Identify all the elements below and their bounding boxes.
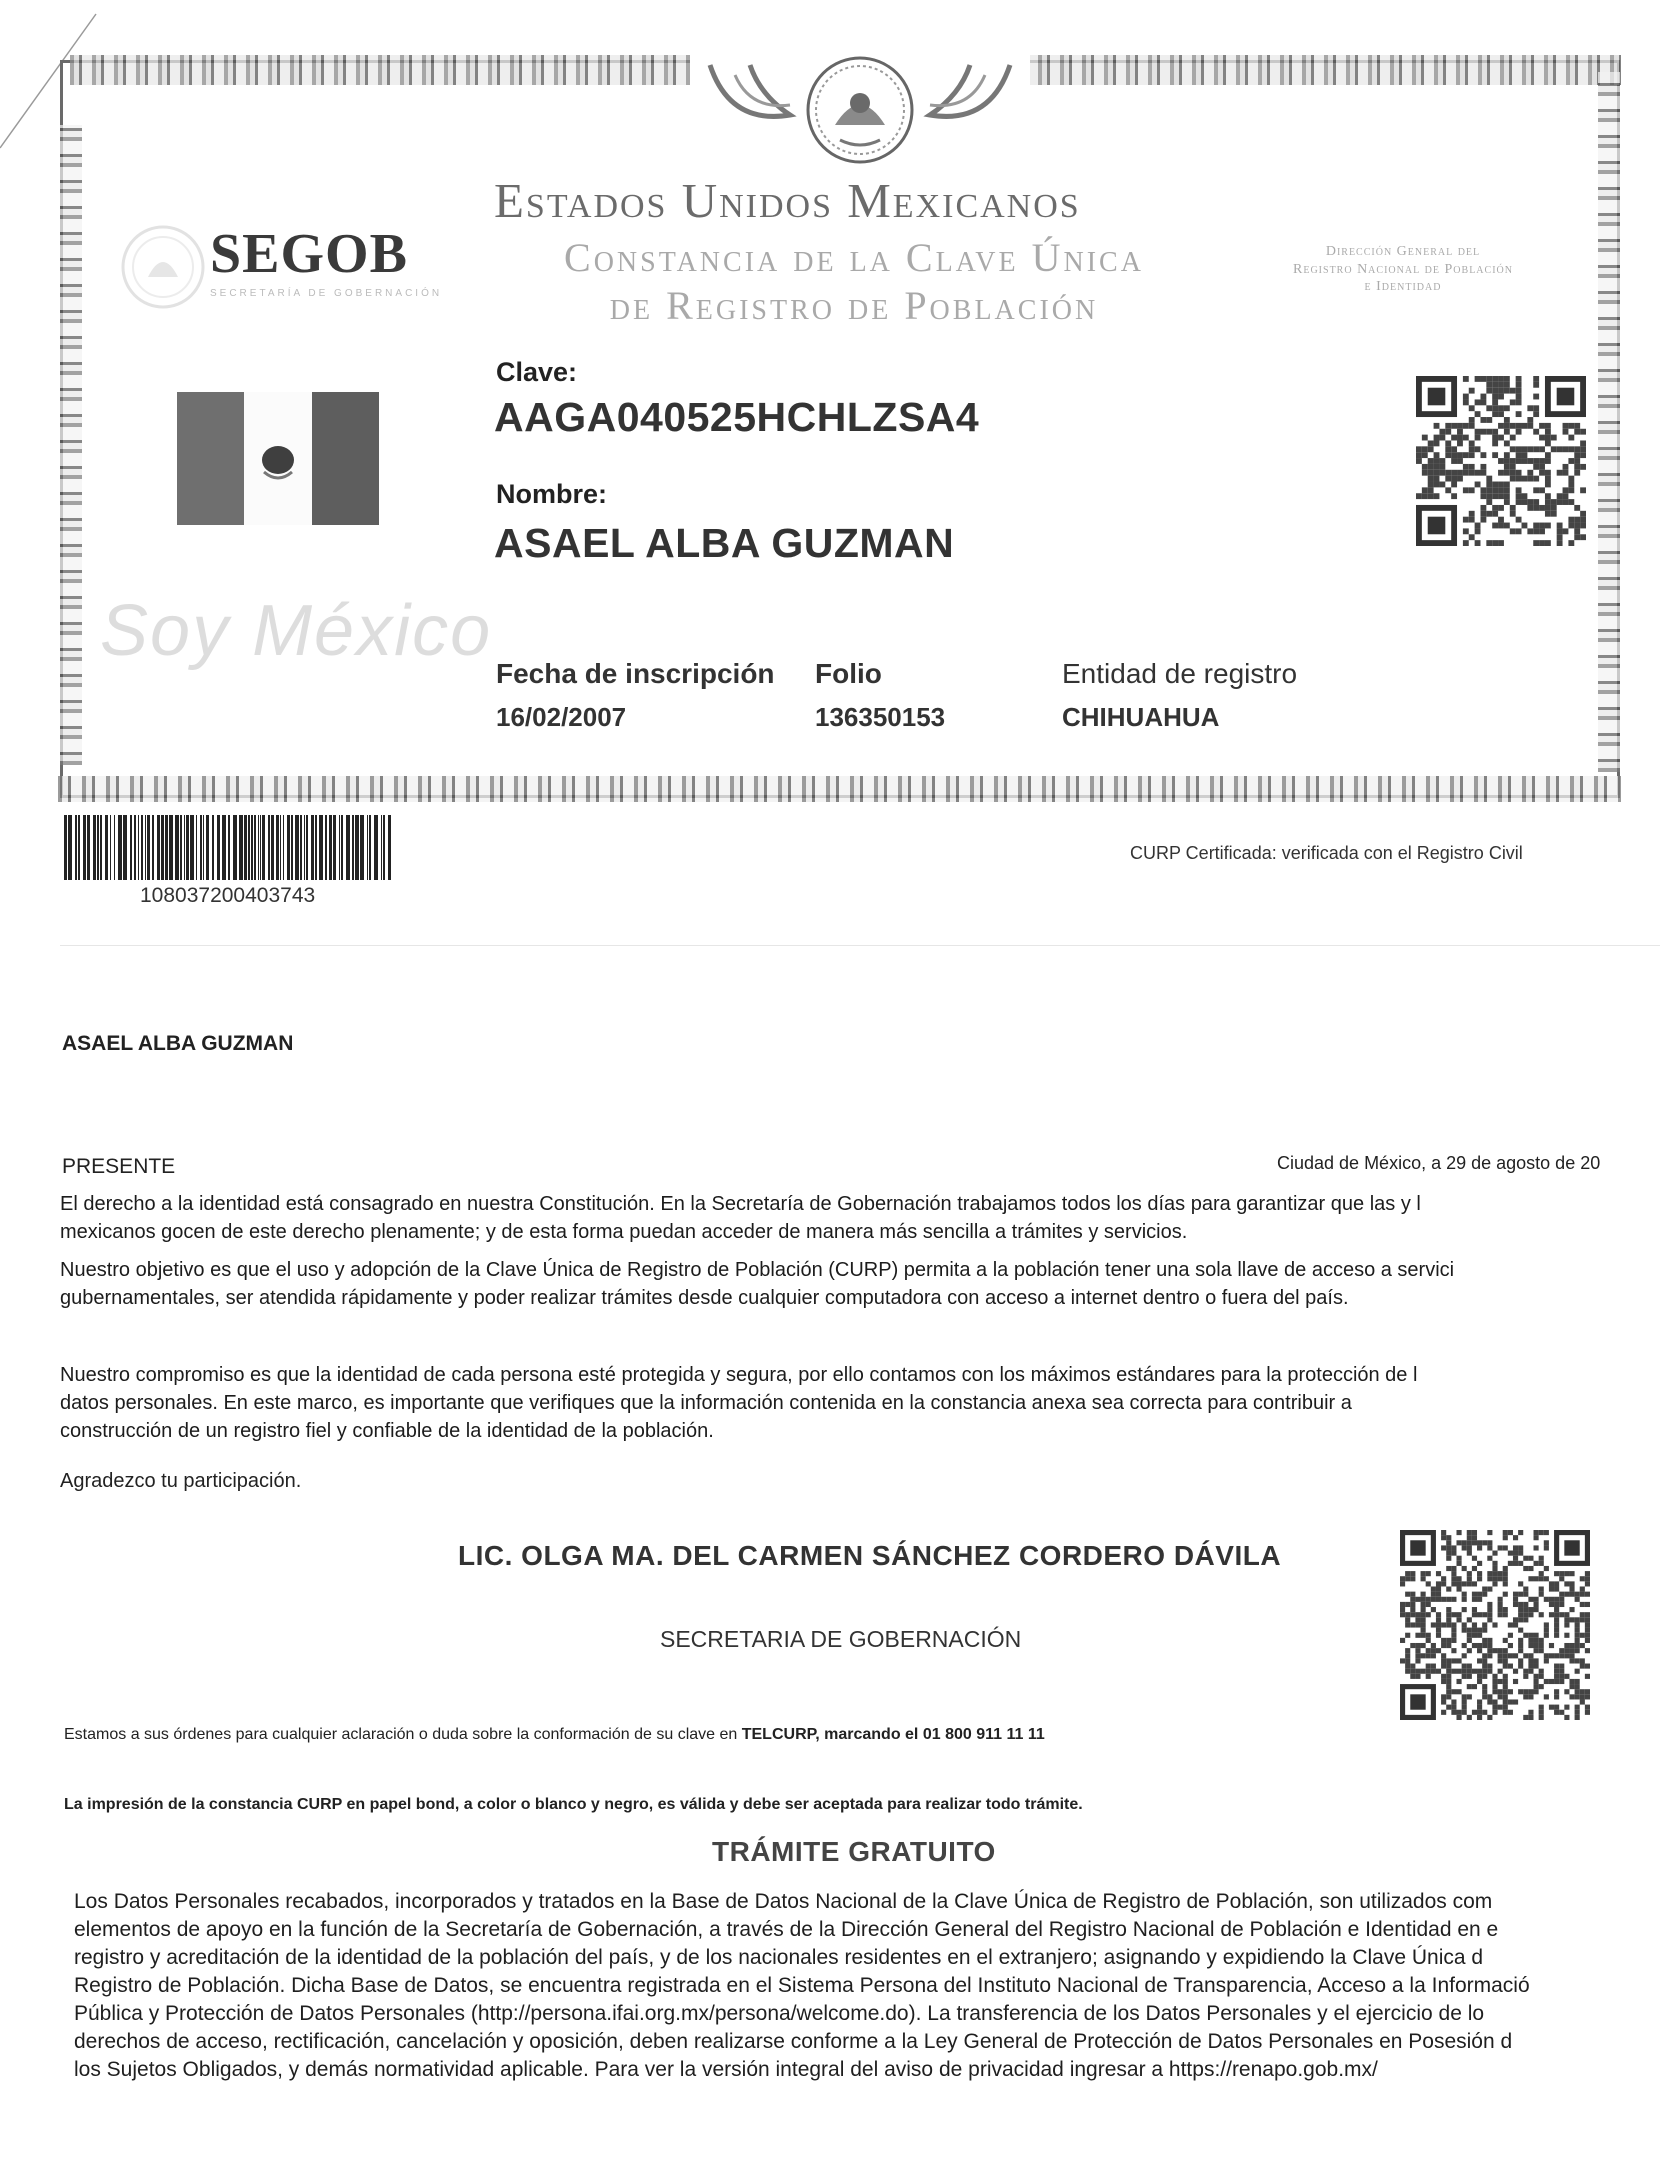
qr-code-signature-icon xyxy=(1400,1530,1590,1720)
mexican-flag-icon xyxy=(177,392,379,525)
national-seal-ornament xyxy=(690,55,1030,175)
card-left-border-pattern xyxy=(60,125,82,765)
paragraph-2-line-2: gubernamentales, ser atendida rápidamente y poder realizar trámites desde cualquier computadora con acceso a internet dentro o fuera del país. xyxy=(60,1287,1349,1309)
directorate-line1: Dirección General del xyxy=(1325,244,1481,259)
nombre-label: Nombre: xyxy=(496,479,608,509)
certified-note: CURP Certificada: verificada con el Registro Civil xyxy=(1130,843,1523,863)
letter-greeting: PRESENTE xyxy=(62,1155,176,1178)
fecha-inscripcion-label: Fecha de inscripción xyxy=(496,658,775,689)
soy-mexico-watermark: Soy México xyxy=(100,591,493,671)
directorate-caption xyxy=(1228,243,1578,296)
page-fold-line xyxy=(60,945,1660,946)
document-title: Estados Unidos Mexicanos xyxy=(494,173,1081,228)
paragraph-1-line-1: El derecho a la identidad está consagrado en nuestra Constitución. En la Secretaría de Gobernación trabajamos todos los días para garantizar que las y l xyxy=(60,1193,1421,1215)
entidad-registro-value: CHIHUAHUA xyxy=(1062,702,1220,732)
document-subtitle-line1: Constancia de la Clave Única xyxy=(564,235,1144,280)
nombre-value: ASAEL ALBA GUZMAN xyxy=(494,520,955,566)
card-bottom-border-pattern xyxy=(58,776,1621,802)
document-subtitle xyxy=(494,234,1214,330)
segob-seal-icon xyxy=(118,222,208,312)
entidad-registro-label: Entidad de registro xyxy=(1062,658,1298,689)
curp-value: AAGA040525HCHLZSA4 xyxy=(494,394,980,440)
segob-logo-text: SEGOB xyxy=(210,223,408,285)
paragraph-3-line-2: datos personales. En este marco, es importante que verifiques que la información contenida en la constancia anexa sea correcta para contribuir a xyxy=(60,1392,1352,1414)
folio-label: Folio xyxy=(815,658,882,689)
privacy-line-1: Los Datos Personales recabados, incorporados y tratados en la Base de Datos Nacional de la Clave Única de Registro de Población, son utilizados com xyxy=(74,1890,1493,1913)
card-right-border-pattern xyxy=(1598,72,1620,772)
folio-value: 136350153 xyxy=(815,702,946,732)
letter-place-date: Ciudad de México, a 29 de agosto de 20 xyxy=(1277,1153,1601,1173)
signer-title: SECRETARIA DE GOBERNACIÓN xyxy=(660,1626,1022,1652)
segob-subtitle: SECRETARÍA DE GOBERNACIÓN xyxy=(210,288,443,299)
privacy-line-2: elementos de apoyo en la función de la Secretaría de Gobernación, a través de la Dirección General del Registro Nacional de Población e Identidad en e xyxy=(74,1918,1499,1941)
fecha-inscripcion-value: 16/02/2007 xyxy=(496,702,627,732)
document-subtitle-line2: de Registro de Población xyxy=(609,283,1099,328)
privacy-line-3: registro y acreditación de la identidad de la población del país, y de los nacionales residentes en el extranjero; asignando y expidiendo la Clave Única d xyxy=(74,1946,1484,1969)
qr-code-icon xyxy=(1416,376,1586,546)
bond-paper-note: La impresión de la constancia CURP en papel bond, a color o blanco y negro, es válida y debe ser aceptada para realizar todo trámite. xyxy=(64,1796,1083,1813)
privacy-line-5: Pública y Protección de Datos Personales (http://persona.ifai.org.mx/persona/welcome.do). La transferencia de los Datos Personales y el ejercicio de lo xyxy=(74,2002,1485,2025)
letter-paragraph-1 xyxy=(60,1190,1630,1246)
privacy-line-6: derechos de acceso, rectificación, cancelación y oposición, deben realizarse conforme a la Ley General de Protección de Datos Personales en Posesión d xyxy=(74,2030,1513,2053)
tramite-gratuito-heading: TRÁMITE GRATUITO xyxy=(712,1836,996,1867)
contact-note xyxy=(64,1726,1045,1744)
letter-paragraph-3 xyxy=(60,1361,1630,1445)
signer-name: LIC. OLGA MA. DEL CARMEN SÁNCHEZ CORDERO DÁVILA xyxy=(458,1540,1282,1571)
telcurp-phone: TELCURP, marcando el 01 800 911 11 11 xyxy=(741,1726,1045,1743)
barcode-icon xyxy=(64,815,404,880)
directorate-line2: Registro Nacional de Población xyxy=(1293,261,1513,277)
letter-thanks: Agradezco tu participación. xyxy=(60,1470,302,1492)
contact-note-text: Estamos a sus órdenes para cualquier aclaración o duda sobre la conformación de su clave en xyxy=(64,1726,742,1743)
paragraph-2-line-1: Nuestro objetivo es que el uso y adopción de la Clave Única de Registro de Población (CURP) permita a la población tener una sola llave de acceso a servici xyxy=(60,1259,1455,1281)
paragraph-3-line-3: construcción de un registro fiel y confiable de la identidad de la población. xyxy=(60,1420,714,1442)
clave-label: Clave: xyxy=(496,357,578,387)
barcode-number: 108037200403743 xyxy=(140,884,316,907)
letter-recipient: ASAEL ALBA GUZMAN xyxy=(62,1032,294,1055)
paragraph-1-line-2: mexicanos gocen de este derecho plenamente; y de esta forma puedan acceder de manera más sencilla a trámites y servicios. xyxy=(60,1221,1188,1243)
privacy-notice xyxy=(74,1888,1634,2084)
privacy-line-4: Registro de Población. Dicha Base de Datos, se encuentra registrada en el Sistema Persona del Instituto Nacional de Transparencia, Acceso a la Informació xyxy=(74,1974,1530,1997)
paragraph-3-line-1: Nuestro compromiso es que la identidad de cada persona esté protegida y segura, por ello contamos con los máximos estándares para la protección de l xyxy=(60,1364,1418,1386)
directorate-line3: e Identidad xyxy=(1364,279,1442,294)
letter-paragraph-2 xyxy=(60,1256,1630,1312)
privacy-line-7: los Sujetos Obligados, y demás normatividad aplicable. Para ver la versión integral del aviso de privacidad ingresar a https://renapo.gob.mx/ xyxy=(74,2058,1378,2081)
